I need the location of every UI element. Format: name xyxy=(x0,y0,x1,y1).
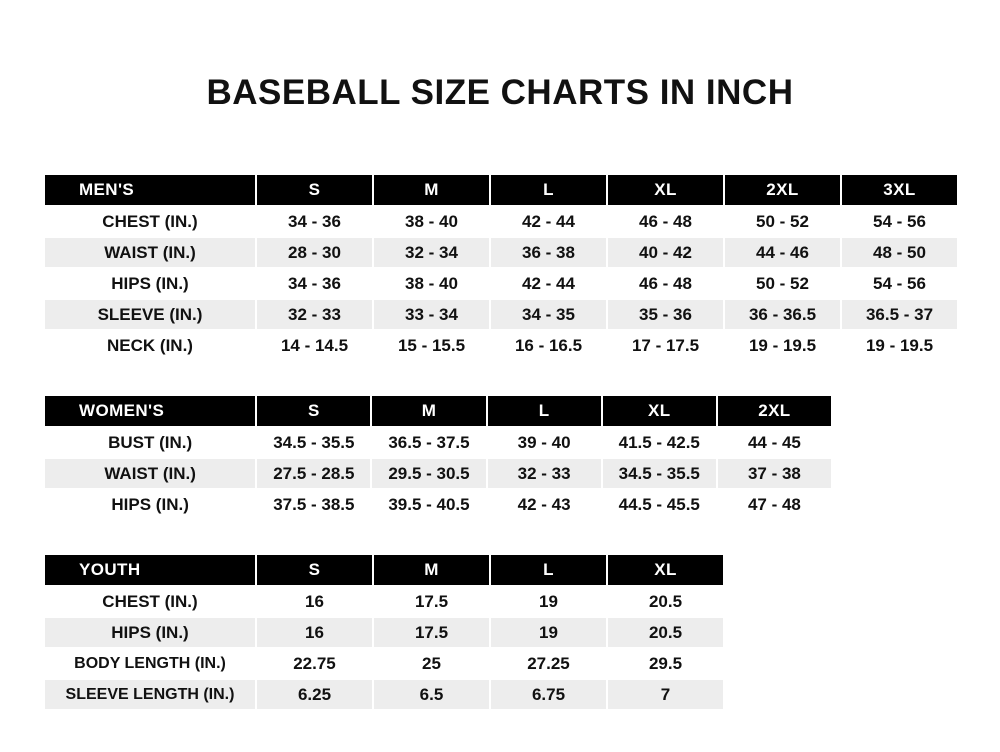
table-row xyxy=(44,268,958,299)
column-header-2xl: 2XL xyxy=(724,174,841,206)
section-spacer xyxy=(43,362,957,394)
cell: 36.5 - 37 xyxy=(841,299,958,330)
cell: 34.5 - 35.5 xyxy=(602,458,717,489)
column-header-2xl: 2XL xyxy=(717,395,832,427)
row-label: BODY LENGTH (IN.) xyxy=(44,648,256,679)
cell: 54 - 56 xyxy=(841,268,958,299)
cell: 44 - 46 xyxy=(724,237,841,268)
cell: 28 - 30 xyxy=(256,237,373,268)
row-label: BUST (IN.) xyxy=(44,427,256,458)
cell: 35 - 36 xyxy=(607,299,724,330)
cell: 19 - 19.5 xyxy=(724,330,841,361)
column-header-l: L xyxy=(490,554,607,586)
youth-table-body xyxy=(44,586,724,710)
cell: 44.5 - 45.5 xyxy=(602,489,717,520)
cell: 46 - 48 xyxy=(607,206,724,237)
cell: 20.5 xyxy=(607,617,724,648)
table-row xyxy=(44,489,832,520)
cell: 25 xyxy=(373,648,490,679)
column-header-m: M xyxy=(373,554,490,586)
table-row xyxy=(44,458,832,489)
cell: 16 xyxy=(256,586,373,617)
cell: 20.5 xyxy=(607,586,724,617)
cell: 19 - 19.5 xyxy=(841,330,958,361)
cell: 39 - 40 xyxy=(487,427,602,458)
column-header-xl: XL xyxy=(607,174,724,206)
mens-table-body xyxy=(44,206,958,361)
cell: 34 - 36 xyxy=(256,268,373,299)
column-header-category: WOMEN'S xyxy=(44,395,256,427)
cell: 32 - 34 xyxy=(373,237,490,268)
cell: 17.5 xyxy=(373,617,490,648)
cell: 19 xyxy=(490,617,607,648)
table-header-row xyxy=(44,174,958,206)
womens-size-table xyxy=(43,394,833,521)
youth-table-head xyxy=(44,554,724,586)
youth-size-table xyxy=(43,553,725,711)
cell: 36 - 38 xyxy=(490,237,607,268)
cell: 19 xyxy=(490,586,607,617)
column-header-xl: XL xyxy=(602,395,717,427)
row-label: SLEEVE LENGTH (IN.) xyxy=(44,679,256,710)
row-label: NECK (IN.) xyxy=(44,330,256,361)
table-row xyxy=(44,299,958,330)
column-header-s: S xyxy=(256,554,373,586)
cell: 34.5 - 35.5 xyxy=(256,427,371,458)
column-header-m: M xyxy=(371,395,486,427)
table-row xyxy=(44,237,958,268)
cell: 50 - 52 xyxy=(724,206,841,237)
cell: 41.5 - 42.5 xyxy=(602,427,717,458)
cell: 38 - 40 xyxy=(373,206,490,237)
charts-container xyxy=(0,173,1000,711)
table-row xyxy=(44,648,724,679)
table-header-row xyxy=(44,554,724,586)
table-row xyxy=(44,427,832,458)
cell: 29.5 - 30.5 xyxy=(371,458,486,489)
row-label: HIPS (IN.) xyxy=(44,617,256,648)
table-row xyxy=(44,617,724,648)
cell: 27.5 - 28.5 xyxy=(256,458,371,489)
table-row xyxy=(44,679,724,710)
column-header-l: L xyxy=(487,395,602,427)
cell: 16 xyxy=(256,617,373,648)
column-header-xl: XL xyxy=(607,554,724,586)
column-header-3xl: 3XL xyxy=(841,174,958,206)
table-row xyxy=(44,330,958,361)
mens-table-head xyxy=(44,174,958,206)
cell: 40 - 42 xyxy=(607,237,724,268)
table-header-row xyxy=(44,395,832,427)
cell: 14 - 14.5 xyxy=(256,330,373,361)
row-label: HIPS (IN.) xyxy=(44,268,256,299)
cell: 54 - 56 xyxy=(841,206,958,237)
column-header-category: YOUTH xyxy=(44,554,256,586)
cell: 38 - 40 xyxy=(373,268,490,299)
cell: 15 - 15.5 xyxy=(373,330,490,361)
cell: 6.75 xyxy=(490,679,607,710)
column-header-s: S xyxy=(256,174,373,206)
cell: 6.5 xyxy=(373,679,490,710)
cell: 27.25 xyxy=(490,648,607,679)
page-title: BASEBALL SIZE CHARTS IN INCH xyxy=(206,73,794,112)
cell: 17 - 17.5 xyxy=(607,330,724,361)
cell: 50 - 52 xyxy=(724,268,841,299)
column-header-m: M xyxy=(373,174,490,206)
cell: 37 - 38 xyxy=(717,458,832,489)
cell: 16 - 16.5 xyxy=(490,330,607,361)
cell: 36.5 - 37.5 xyxy=(371,427,486,458)
cell: 17.5 xyxy=(373,586,490,617)
cell: 46 - 48 xyxy=(607,268,724,299)
row-label: WAIST (IN.) xyxy=(44,458,256,489)
cell: 44 - 45 xyxy=(717,427,832,458)
row-label: CHEST (IN.) xyxy=(44,586,256,617)
cell: 34 - 35 xyxy=(490,299,607,330)
cell: 37.5 - 38.5 xyxy=(256,489,371,520)
cell: 22.75 xyxy=(256,648,373,679)
cell: 47 - 48 xyxy=(717,489,832,520)
table-row xyxy=(44,586,724,617)
cell: 34 - 36 xyxy=(256,206,373,237)
cell: 42 - 44 xyxy=(490,206,607,237)
table-row xyxy=(44,206,958,237)
cell: 33 - 34 xyxy=(373,299,490,330)
row-label: CHEST (IN.) xyxy=(44,206,256,237)
cell: 36 - 36.5 xyxy=(724,299,841,330)
cell: 42 - 44 xyxy=(490,268,607,299)
cell: 42 - 43 xyxy=(487,489,602,520)
cell: 29.5 xyxy=(607,648,724,679)
column-header-l: L xyxy=(490,174,607,206)
cell: 6.25 xyxy=(256,679,373,710)
row-label: SLEEVE (IN.) xyxy=(44,299,256,330)
cell: 32 - 33 xyxy=(487,458,602,489)
mens-size-table xyxy=(43,173,959,362)
column-header-category: MEN'S xyxy=(44,174,256,206)
column-header-s: S xyxy=(256,395,371,427)
womens-table-head xyxy=(44,395,832,427)
cell: 32 - 33 xyxy=(256,299,373,330)
cell: 48 - 50 xyxy=(841,237,958,268)
cell: 39.5 - 40.5 xyxy=(371,489,486,520)
row-label: WAIST (IN.) xyxy=(44,237,256,268)
cell: 7 xyxy=(607,679,724,710)
section-spacer xyxy=(43,521,957,553)
womens-table-body xyxy=(44,427,832,520)
row-label: HIPS (IN.) xyxy=(44,489,256,520)
